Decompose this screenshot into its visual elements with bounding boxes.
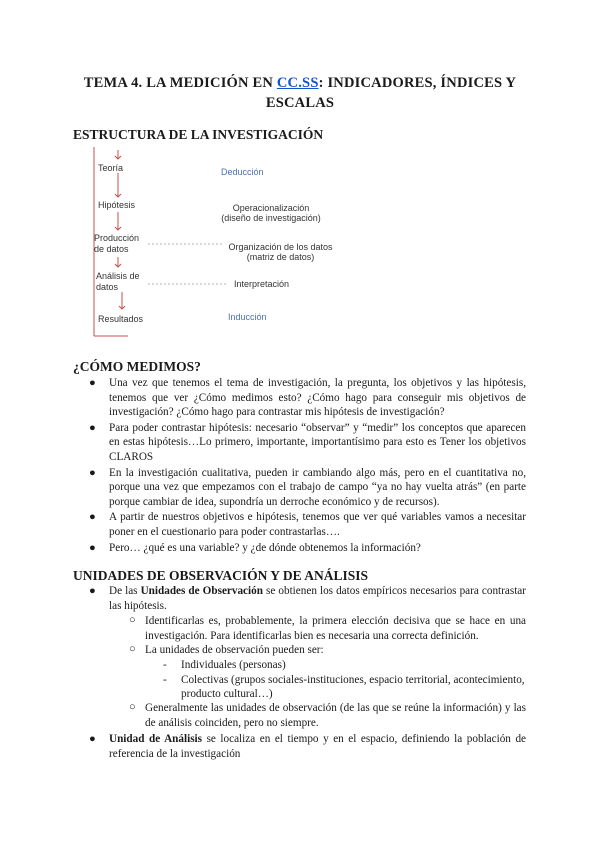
matriz-text: (matriz de datos) bbox=[246, 252, 315, 262]
bullet-icon: ● bbox=[89, 377, 96, 389]
dash-bullet-icon: - bbox=[163, 659, 167, 671]
bullet-icon: ● bbox=[89, 733, 96, 745]
label-induccion: Inducción bbox=[228, 312, 267, 322]
unidades-dash-list bbox=[163, 658, 526, 702]
bullet-text: Pero… ¿qué es una variable? y ¿de dónde obtenemos la información? bbox=[109, 541, 421, 554]
diseno-text: (diseño de investigación) bbox=[221, 213, 321, 223]
sub-item bbox=[129, 614, 526, 643]
sub-item bbox=[129, 643, 526, 658]
dash-item bbox=[163, 658, 526, 673]
unidades-list-2 bbox=[89, 732, 526, 761]
list-item bbox=[89, 510, 526, 539]
label-organizacion bbox=[218, 242, 343, 262]
label-interpretacion: Interpretación bbox=[234, 279, 290, 289]
list-item bbox=[89, 376, 526, 420]
unidades-list-1 bbox=[89, 584, 526, 613]
unidades-sublist-2 bbox=[129, 701, 526, 730]
dash2-text: Colectivas (grupos sociales-instituciones, espacio territorial, acontecimiento, producto cultural…) bbox=[181, 673, 525, 701]
sub2-text: La unidades de observación pueden ser: bbox=[145, 644, 324, 657]
circle-bullet-icon: ○ bbox=[129, 643, 136, 656]
section-heading-estructura: ESTRUCTURA DE LA INVESTIGACIÓN bbox=[73, 127, 324, 142]
circle-bullet-icon: ○ bbox=[129, 614, 136, 626]
step-hipotesis: Hipótesis bbox=[98, 200, 136, 210]
list-item bbox=[89, 466, 526, 510]
title-text-post: : INDICADORES, ÍNDICES Y bbox=[318, 75, 517, 91]
step-analisis: Análisis de datos bbox=[96, 271, 140, 292]
bullet-icon: ● bbox=[89, 541, 96, 554]
step-resultados: Resultados bbox=[98, 314, 144, 324]
dash-bullet-icon: - bbox=[163, 673, 167, 686]
list-item bbox=[89, 541, 526, 556]
b2-bold: Unidad de Análisis bbox=[109, 733, 203, 745]
sub1-text: Identificarlas es, probablemente, la primera elección decisiva que se hace en una investigación. Para identificarlas bien es necesaria una correcta definición. bbox=[145, 615, 526, 642]
label-operacionalizacion bbox=[216, 203, 326, 223]
section-heading-unidades: UNIDADES DE OBSERVACIÓN Y DE ANÁLISIS bbox=[73, 568, 368, 583]
b1-post: se obtienen los datos empíricos necesarios para contrastar las hipótesis. bbox=[109, 585, 526, 612]
title-link[interactable]: CC.SS bbox=[276, 75, 319, 91]
dash1-text: Individuales (personas) bbox=[181, 659, 286, 671]
dash-item bbox=[163, 673, 526, 702]
bullet-text: Para poder contrastar hipótesis: necesario “observar” y “medir” los conceptos que aparecen en estas hipótesis…Lo primero, importante, importantísimo para esto es Tener los objetivos CLAROS bbox=[109, 421, 526, 463]
bullet-icon: ● bbox=[89, 466, 96, 479]
como-medimos-list bbox=[89, 376, 526, 555]
list-item bbox=[89, 732, 526, 761]
unidades-sublist bbox=[129, 614, 526, 658]
label-deduccion: Deducción bbox=[221, 167, 264, 177]
title-text: TEMA 4. LA MEDICIÓN EN bbox=[83, 75, 277, 91]
b2-post: se localiza en el tiempo y en el espacio, definiendo la población de referencia de la investigación bbox=[109, 733, 526, 760]
step-teoria: Teoría bbox=[98, 163, 124, 173]
title-line-2: ESCALAS bbox=[265, 95, 335, 111]
list-item bbox=[89, 421, 526, 465]
research-structure-diagram bbox=[88, 147, 348, 339]
title-line-1 bbox=[60, 73, 540, 93]
document-title bbox=[60, 73, 540, 113]
sub-item bbox=[129, 701, 526, 730]
bullet-icon: ● bbox=[89, 585, 96, 597]
bullet-icon: ● bbox=[89, 421, 96, 434]
organizacion-text: Organización de los datos bbox=[228, 242, 333, 252]
list-item bbox=[89, 584, 526, 613]
sub3-text: Generalmente las unidades de observación (de las que se reúne la información) y las de análisis coinciden, pero no siempre. bbox=[145, 702, 526, 729]
bullet-text: En la investigación cualitativa, pueden ir cambiando algo más, pero en el cuantitativa no, porque una vez que empezamos con el trabajo de campo “ya no hay vuelta atrás” (en parte porque cambiar de idea, supondría un derroche económico y de recursos). bbox=[109, 466, 526, 508]
bullet-icon: ● bbox=[89, 511, 96, 524]
step-produccion: Producción de datos bbox=[94, 233, 140, 254]
b1-pre: De las bbox=[109, 585, 141, 597]
operacionalizacion-text: Operacionalización bbox=[232, 203, 310, 213]
b1-bold: Unidades de Observación bbox=[140, 585, 263, 597]
section-heading-como-medimos: ¿CÓMO MEDIMOS? bbox=[73, 359, 201, 374]
circle-bullet-icon: ○ bbox=[129, 701, 136, 713]
bullet-text: A partir de nuestros objetivos e hipótesis, tenemos que ver qué variables vamos a necesitar poner en el cuestionario para poder contrastarlas…. bbox=[109, 511, 526, 538]
bullet-text: Una vez que tenemos el tema de investigación, la pregunta, los objetivos y las hipótesis, tenemos que ver ¿Cómo medimos esto? ¿Cómo hago para conseguir mis objetivos de investigación? ¿Cómo hago para contrastar mis hipótesis de investigación? bbox=[109, 377, 526, 419]
